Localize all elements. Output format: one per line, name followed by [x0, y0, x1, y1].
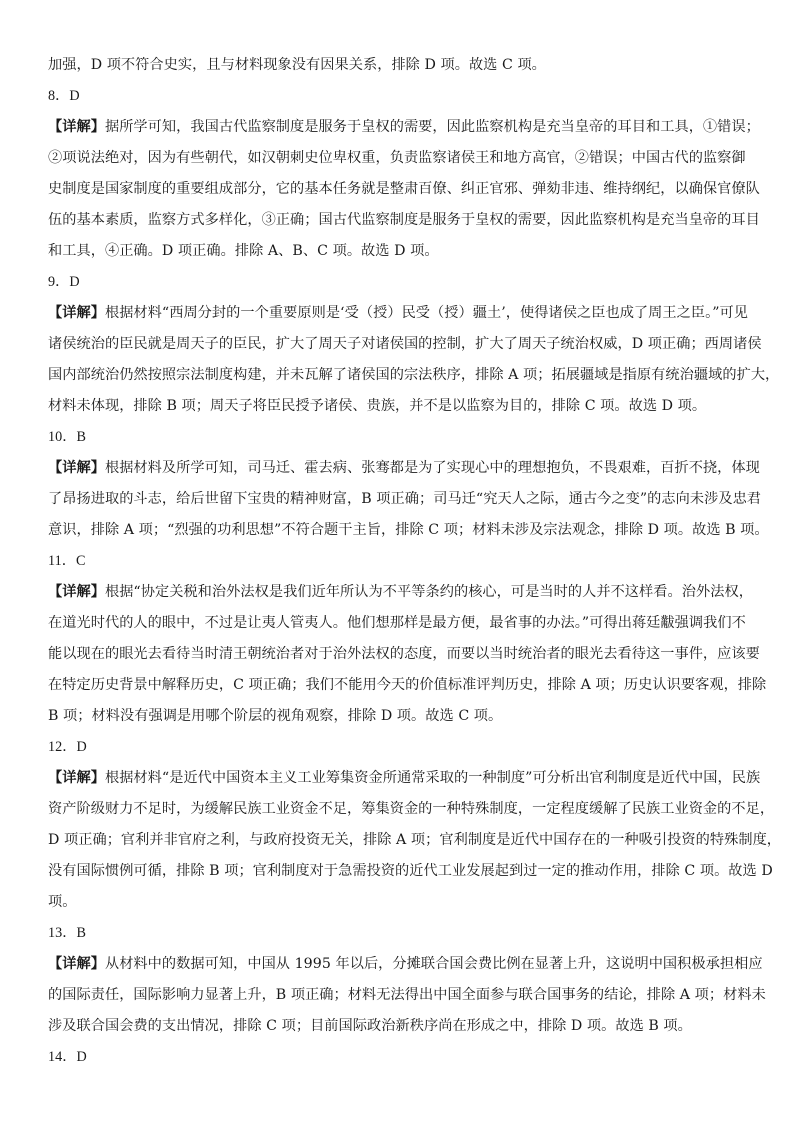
detail-tag: 【详解】	[48, 584, 105, 600]
question-number: 10．B	[48, 429, 87, 445]
detail-tag: 【详解】	[48, 956, 105, 972]
explanation-line: 能以现在的眼光去看待当时清王朝统治者对于治外法权的态度，而要以当时统治者的眼光去看待这一事件，应该要	[48, 646, 760, 662]
explanation-line	[48, 112, 760, 143]
explanation-line	[48, 453, 760, 484]
question-number: 12．D	[48, 739, 87, 755]
question-number: 11．C	[48, 553, 86, 569]
explanation-line	[48, 298, 748, 329]
explanation-text: 根据材料“是近代中国资本主义工业筹集资金所通常采取的一种制度”可分析出官利制度是近代中国，民族	[104, 770, 761, 786]
explanation-line: 和工具，④正确。D 项正确。排除 A、B、C 项。故选 D 项。	[48, 243, 439, 259]
explanation-line: 史制度是国家制度的重要组成部分，它的基本任务就是整肃百僚、纠正官邪、弹劾非违、维持纲纪，以确保官僚队	[48, 181, 760, 197]
explanation-text: 据所学可知，我国古代监察制度是服务于皇权的需要，因此监察机构是充当皇帝的耳目和工具，①错误；	[104, 119, 760, 135]
answer-explanations	[48, 50, 782, 1073]
explanation-text: 从材料中的数据可知，中国从 1995 年以后，分摊联合国会费比例在显著上升，这说明中国积极承担相应	[104, 956, 763, 972]
explanation-line: 没有国际惯例可循，排除 B 项；官利制度对于急需投资的近代工业发展起到过一定的推动作用，排除 C 项。故选 D	[48, 863, 773, 879]
question-number: 9．D	[48, 274, 80, 290]
explanation-line: 材料未体现，排除 B 项；周天子将臣民授予诸侯、贵族，并不是以监察为目的，排除 C 项。故选 D 项。	[48, 398, 707, 414]
detail-tag: 【详解】	[48, 770, 105, 786]
question-number: 13．B	[48, 925, 87, 941]
question-number: 14．D	[48, 1049, 87, 1065]
explanation-line: 加强，D 项不符合史实，且与材料现象没有因果关系，排除 D 项。故选 C 项。	[48, 57, 546, 73]
explanation-line: 国内部统治仍然按照宗法制度构建，并未瓦解了诸侯国的宗法秩序，排除 A 项；拓展疆域是指原有统治疆域的扩大，	[48, 367, 780, 383]
detail-tag: 【详解】	[48, 119, 105, 135]
explanation-line: 意识，排除 A 项；“烈强的功利思想”不符合题干主旨，排除 C 项；材料未涉及宗法观念，排除 D 项。故选 B 项。	[48, 522, 769, 538]
explanation-text: 根据材料及所学可知，司马迁、霍去病、张骞都是为了实现心中的理想抱负，不畏艰难，百折不挠，体现	[104, 460, 760, 476]
explanation-line	[48, 949, 763, 980]
explanation-text: 根据材料“西周分封的一个重要原则是‘受（授）民受（授）疆土’，使得诸侯之臣也成了周王之臣。”可见	[104, 305, 749, 321]
explanation-line: 涉及联合国会费的支出情况，排除 C 项；目前国际政治新秩序尚在形成之中，排除 D 项。故选 B 项。	[48, 1018, 692, 1034]
explanation-line: 诸侯统治的臣民就是周天子的臣民，扩大了周天子对诸侯国的控制，扩大了周天子统治权威，D 项正确；西周诸侯	[48, 336, 762, 352]
explanation-line	[48, 577, 753, 608]
explanation-line: ②项说法绝对，因为有些朝代，如汉朝刺史位卑权重，负责监察诸侯王和地方高官，②错误；中国古代的监察御	[48, 150, 746, 166]
explanation-line: 在特定历史背景中解释历史，C 项正确；我们不能用今天的价值标准评判历史，排除 A 项；历史认识要客观，排除	[48, 677, 767, 693]
detail-tag: 【详解】	[48, 305, 105, 321]
explanation-line: 的国际责任，国际影响力显著上升，B 项正确；材料无法得出中国全面参与联合国事务的结论，排除 A 项；材料未	[48, 987, 766, 1003]
detail-tag: 【详解】	[48, 460, 105, 476]
explanation-line: 了昂扬进取的斗志，给后世留下宝贵的精神财富，B 项正确；司马迁“究天人之际，通古今之变”的志向未涉及忠君	[48, 491, 762, 507]
explanation-line	[48, 763, 761, 794]
explanation-line: 伍的基本素质，监察方式多样化，③正确；国古代监察制度是服务于皇权的需要，因此监察机构是充当皇帝的耳目	[48, 212, 760, 228]
explanation-line: B 项；材料没有强调是用哪个阶层的视角观察，排除 D 项。故选 C 项。	[48, 708, 503, 724]
explanation-line: 项。	[48, 894, 77, 910]
explanation-line: 在道光时代的人的眼中，不过是让夷人管夷人。他们想那样是最方便，最省事的办法。”可得出蒋廷黻强调我们不	[48, 615, 746, 631]
explanation-text: 根据“协定关税和治外法权是我们近年所认为不平等条约的核心，可是当时的人并不这样看。治外法权，	[104, 584, 753, 600]
explanation-line: 资产阶级财力不足时，为缓解民族工业资金不足，筹集资金的一种特殊制度，一定程度缓解了民族工业资金的不足，	[48, 801, 775, 817]
question-number: 8．D	[48, 88, 80, 104]
explanation-line: D 项正确；官利并非官府之利，与政府投资无关，排除 A 项；官利制度是近代中国存在的一种吸引投资的特殊制度，	[48, 832, 782, 848]
